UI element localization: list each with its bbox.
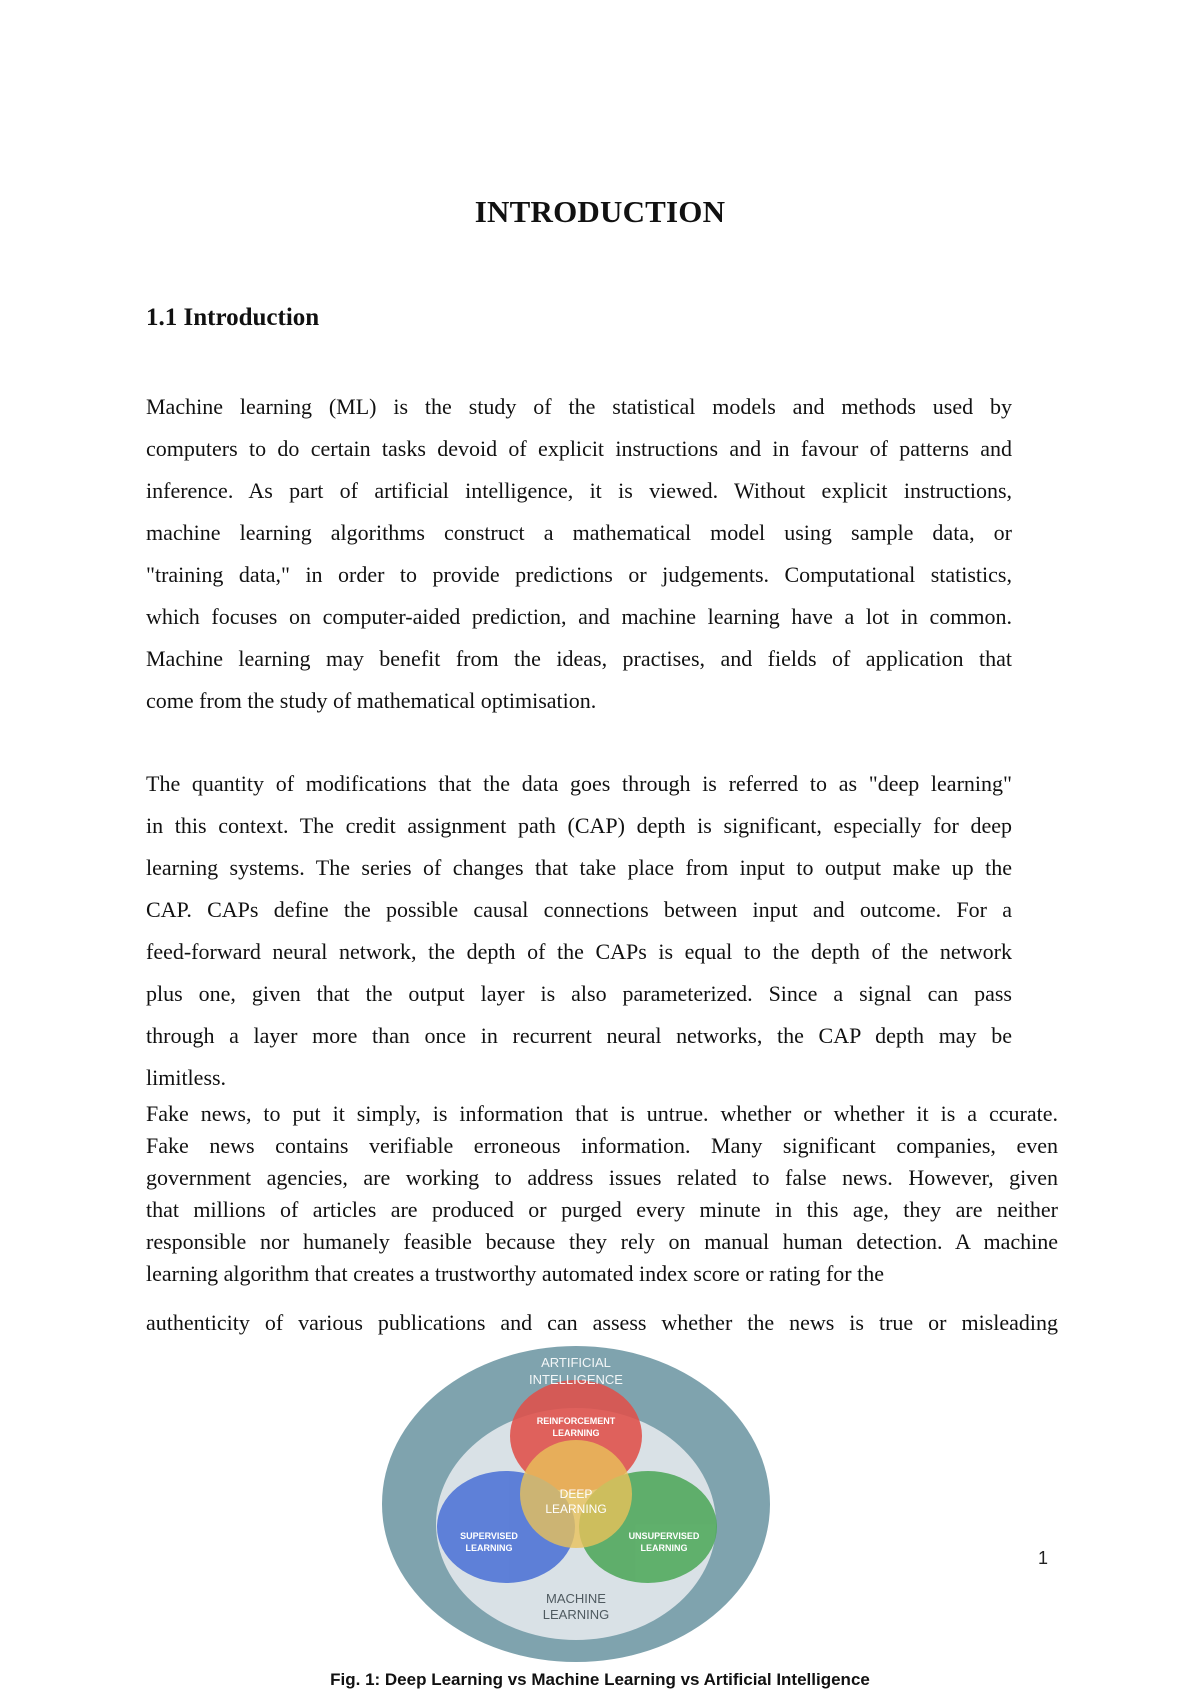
text-line: Fake news contains verifiable erroneous information. Many significant companies, even [146,1133,1058,1158]
text-line: learning systems. The series of changes that take place from input to output make up the [146,855,1012,880]
text-line: authenticity of various publications and can assess whether the news is true or misleading [146,1310,1058,1335]
unsupervised-learning-label-1: UNSUPERVISED [628,1531,700,1541]
chapter-title: INTRODUCTION [474,194,726,229]
text-line: Fake news, to put it simply, is information that is untrue. whether or whether it is a ccurate. [146,1101,1058,1126]
paragraph-machine-learning [146,386,1012,722]
artificial-intelligence-label-1: ARTIFICIAL [541,1355,611,1370]
deep-learning-label-2: LEARNING [545,1502,607,1516]
text-line: through a layer more than once in recurrent neural networks, the CAP depth may be [146,1023,1012,1048]
reinforcement-learning-label-2: LEARNING [552,1428,600,1438]
text-line: in this context. The credit assignment path (CAP) depth is significant, especially for deep [146,813,1012,838]
text-line: limitless. [146,1065,227,1090]
text-line: government agencies, are working to address issues related to false news. However, given [146,1165,1058,1190]
figure-caption: Fig. 1: Deep Learning vs Machine Learning vs Artificial Intelligence [330,1670,870,1689]
text-line: which focuses on computer-aided prediction, and machine learning have a lot in common. [146,604,1012,629]
reinforcement-learning-label-1: REINFORCEMENT [536,1416,616,1426]
venn-svg [380,1344,772,1664]
text-line: feed-forward neural network, the depth of the CAPs is equal to the depth of the network [146,939,1012,964]
text-line: learning algorithm that creates a trustworthy automated index score or rating for the [146,1261,884,1286]
text-line: responsible nor humanely feasible because they rely on manual human detection. A machine [146,1229,1058,1254]
text-line: CAP. CAPs define the possible causal connections between input and outcome. For a [146,897,1012,922]
text-line: The quantity of modifications that the data goes through is referred to as "deep learning" [146,771,1012,796]
supervised-learning-label-2: LEARNING [465,1543,513,1553]
text-line: machine learning algorithms construct a mathematical model using sample data, or [146,520,1012,545]
artificial-intelligence-label-2: INTELLIGENCE [529,1372,623,1387]
text-line: Machine learning (ML) is the study of the statistical models and methods used by [146,394,1012,419]
deep-learning-label-1: DEEP [559,1487,593,1501]
ai-ml-dl-venn-diagram [380,1344,772,1664]
paragraph-fake-news-continued [146,1307,1058,1339]
machine-learning-label-2: LEARNING [542,1607,610,1622]
unsupervised-learning-label-2: LEARNING [640,1543,688,1553]
section-heading: 1.1 Introduction [146,304,320,331]
text-line: computers to do certain tasks devoid of explicit instructions and in favour of patterns and [146,436,1012,461]
text-line: that millions of articles are produced or purged every minute in this age, they are neither [146,1197,1058,1222]
text-line: Machine learning may benefit from the ideas, practises, and fields of application that [146,646,1012,671]
paragraph-fake-news [146,1098,1058,1290]
text-line: come from the study of mathematical optimisation. [146,688,597,713]
text-line: plus one, given that the output layer is also parameterized. Since a signal can pass [146,981,1012,1006]
text-line: "training data," in order to provide predictions or judgements. Computational statistics, [146,562,1012,587]
machine-learning-label-1: MACHINE [546,1591,606,1606]
supervised-learning-label-1: SUPERVISED [460,1531,518,1541]
paragraph-deep-learning [146,763,1012,1099]
page-number: 1 [1038,1548,1049,1568]
text-line: inference. As part of artificial intelligence, it is viewed. Without explicit instructions, [146,478,1012,503]
